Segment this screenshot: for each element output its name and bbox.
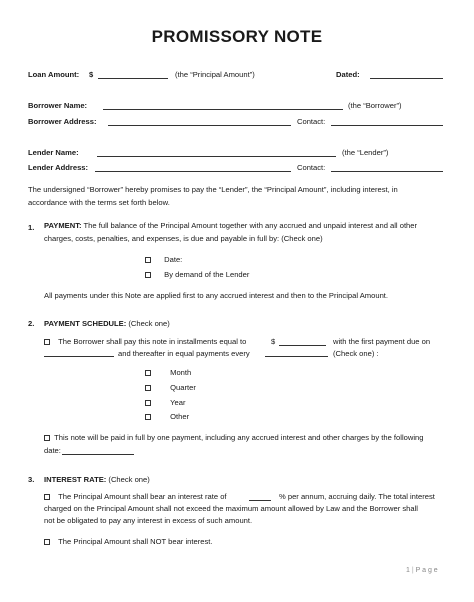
page-footer: 1 | P a g e <box>406 567 438 574</box>
date-checkbox[interactable] <box>145 257 151 263</box>
lender-address-label: Lender Address: <box>28 163 89 172</box>
interest-rate-text-continued: % per annum, accruing daily. The total interest <box>279 492 435 501</box>
loan-amount-label: Loan Amount: <box>28 70 80 79</box>
other-checkbox[interactable] <box>145 414 151 420</box>
lender-note: (the “Lender”) <box>342 148 389 157</box>
loan-amount-field[interactable] <box>98 78 168 79</box>
equal-payments-text: and thereafter in equal payments every <box>118 349 250 358</box>
one-payment-text: This note will be paid in full by one payment, including any accrued interest and other charges by the following <box>54 433 424 442</box>
frequency-month-option[interactable] <box>145 368 191 377</box>
section-3-heading-row <box>44 475 150 484</box>
page-number: 1 <box>406 567 410 574</box>
section-2-number: 2. <box>28 319 35 328</box>
section-1-line-2: charges, costs, penalties, and expenses, is due and payable in full by: (Check one) <box>44 233 323 243</box>
quarter-checkbox[interactable] <box>145 385 151 391</box>
month-checkbox[interactable] <box>145 370 151 376</box>
installment-dollar-sign: $ <box>271 337 276 346</box>
borrower-address-field[interactable] <box>108 125 291 126</box>
option-date[interactable] <box>145 255 182 264</box>
first-payment-date-field[interactable] <box>44 356 114 357</box>
option-date-label: Date: <box>164 255 183 264</box>
one-payment-date-label: date: <box>44 446 61 455</box>
interest-rate-option[interactable] <box>44 492 227 501</box>
interest-rate-text: The Principal Amount shall bear an interest rate of <box>58 492 227 501</box>
section-1-number: 1. <box>28 223 35 232</box>
first-payment-text: with the first payment due on <box>333 337 431 346</box>
section-2-heading: PAYMENT SCHEDULE: <box>44 319 127 328</box>
installments-text: The Borrower shall pay this note in installments equal to <box>58 337 247 346</box>
document-title: PROMISSORY NOTE <box>151 27 323 46</box>
section-3-heading: INTEREST RATE: <box>44 475 107 484</box>
one-payment-date-field[interactable] <box>62 454 134 455</box>
installment-amount-field[interactable] <box>279 345 326 346</box>
installments-option[interactable] <box>44 337 246 346</box>
lender-contact-label: Contact: <box>297 163 326 172</box>
lender-name-label: Lender Name: <box>28 148 79 157</box>
dated-field[interactable] <box>370 78 443 79</box>
section-1-paragraph <box>44 220 449 245</box>
check-one-text: (Check one) : <box>333 349 379 358</box>
section-3-number: 3. <box>28 475 35 484</box>
section-3-heading-note: (Check one) <box>108 475 150 484</box>
option-demand-label: By demand of the Lender <box>164 270 250 279</box>
interest-rate-field[interactable] <box>249 500 271 501</box>
frequency-other-option[interactable] <box>145 412 189 421</box>
borrower-contact-field[interactable] <box>331 125 443 126</box>
dated-label: Dated: <box>336 70 360 79</box>
borrower-address-label: Borrower Address: <box>28 117 97 126</box>
option-demand[interactable] <box>145 270 249 279</box>
page-label: P a g e <box>415 567 438 574</box>
lender-name-field[interactable] <box>97 156 336 157</box>
dollar-sign: $ <box>89 70 94 79</box>
section-2-heading-row <box>44 319 170 328</box>
intro-line-2: accordance with the terms set forth below. <box>28 197 170 207</box>
one-payment-checkbox[interactable] <box>44 435 50 441</box>
installments-checkbox[interactable] <box>44 339 50 345</box>
intro-line-1: The undersigned “Borrower” hereby promises to pay the “Lender”, the “Principal Amount”, including interest, in <box>28 185 398 194</box>
frequency-other-label: Other <box>170 412 190 421</box>
frequency-quarter-option[interactable] <box>145 383 196 392</box>
principal-amount-note: (the “Principal Amount”) <box>175 70 255 79</box>
frequency-quarter-label: Quarter <box>170 383 196 392</box>
interest-rate-line-3: not be obligated to pay any interest in excess of such amount. <box>44 516 253 525</box>
no-interest-text: The Principal Amount shall NOT bear interest. <box>58 537 213 546</box>
section-1-heading: PAYMENT: <box>44 221 82 230</box>
payments-applied-text: All payments under this Note are applied first to any accrued interest and then to the Principal Amount. <box>44 291 389 300</box>
interest-rate-line-2: charged on the Principal Amount shall not exceed the maximum amount allowed by Law and the Borrower shall <box>44 504 418 513</box>
borrower-name-field[interactable] <box>103 109 343 110</box>
lender-contact-field[interactable] <box>331 171 443 172</box>
lender-address-field[interactable] <box>95 171 291 172</box>
payment-frequency-field[interactable] <box>265 356 328 357</box>
no-interest-option[interactable] <box>44 537 212 546</box>
one-payment-option[interactable] <box>44 433 423 442</box>
borrower-name-label: Borrower Name: <box>28 101 88 110</box>
year-checkbox[interactable] <box>145 400 151 406</box>
no-interest-checkbox[interactable] <box>44 539 50 545</box>
intro-paragraph <box>28 184 448 209</box>
interest-rate-checkbox[interactable] <box>44 494 50 500</box>
frequency-month-label: Month <box>170 368 192 377</box>
section-2-heading-note: (Check one) <box>128 319 170 328</box>
section-1-line-1: The full balance of the Principal Amount together with any accrued and unpaid interest and all other <box>83 221 418 230</box>
frequency-year-label: Year <box>170 398 186 407</box>
demand-checkbox[interactable] <box>145 272 151 278</box>
borrower-contact-label: Contact: <box>297 117 326 126</box>
borrower-note: (the “Borrower”) <box>348 101 402 110</box>
frequency-year-option[interactable] <box>145 398 185 407</box>
